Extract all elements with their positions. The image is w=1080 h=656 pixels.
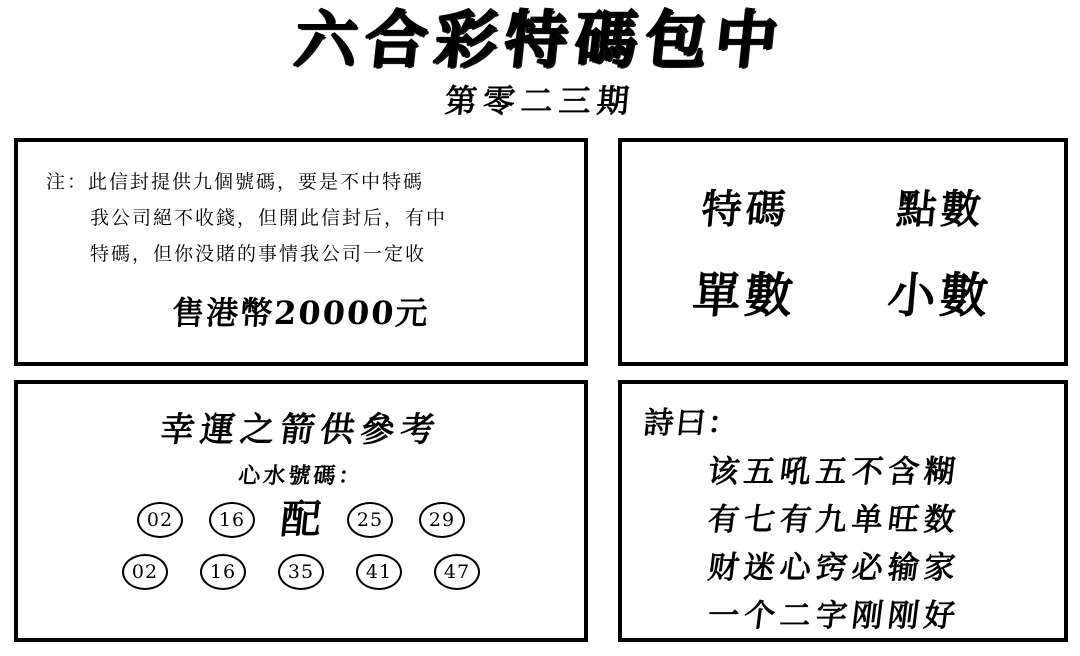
- lucky-number-row-2: [18, 554, 584, 590]
- code-attributes-panel: [618, 138, 1068, 366]
- note-line: 我公司絕不收錢，但開此信封后，有中: [90, 207, 448, 229]
- number-ball: 35: [278, 554, 324, 590]
- price-text: 售港幣20000元: [170, 294, 431, 332]
- number-ball: 41: [356, 554, 402, 590]
- page-title: 六合彩特碼包中: [291, 3, 789, 76]
- lucky-number-row-1: [18, 496, 584, 543]
- code-attribute-label: 特碼: [699, 186, 792, 233]
- code-attribute-label: 點數: [894, 186, 987, 233]
- lucky-numbers-panel: [14, 380, 588, 642]
- number-ball: 47: [434, 554, 480, 590]
- poem-line: 该五吼五不含糊: [705, 454, 963, 490]
- note-panel: [14, 138, 588, 366]
- lucky-heading: 幸運之箭供參考: [157, 410, 444, 450]
- number-ball: 16: [209, 502, 255, 538]
- poem-line: 一个二字刚刚好: [705, 598, 963, 634]
- poem-title: 詩曰：: [641, 406, 742, 441]
- number-ball: 29: [419, 502, 465, 538]
- note-line: 特碼，但你没賭的事情我公司一定收: [90, 243, 427, 265]
- note-text-block: [18, 142, 584, 272]
- lucky-subheading: 心水號碼：: [236, 463, 365, 489]
- number-ball: 02: [137, 502, 183, 538]
- poem-line: 有七有九单旺数: [705, 502, 963, 538]
- issue-subtitle: 第零二三期: [443, 82, 637, 120]
- poem-panel: [618, 380, 1068, 642]
- number-ball: 25: [347, 502, 393, 538]
- poem-lines: [622, 448, 1064, 640]
- code-attributes-row-2: [648, 257, 1038, 326]
- pair-label: 配: [278, 496, 324, 543]
- poem-line: 财迷心窍必输家: [705, 550, 963, 586]
- code-attributes-grid: [622, 142, 1064, 362]
- number-ball: 02: [122, 554, 168, 590]
- note-line: 注：此信封提供九個號碼，要是不中特碼: [46, 171, 425, 193]
- code-attribute-label: 小數: [885, 268, 995, 324]
- code-attribute-label: 單數: [690, 268, 800, 324]
- code-attributes-row-1: [648, 178, 1038, 235]
- number-ball: 16: [200, 554, 246, 590]
